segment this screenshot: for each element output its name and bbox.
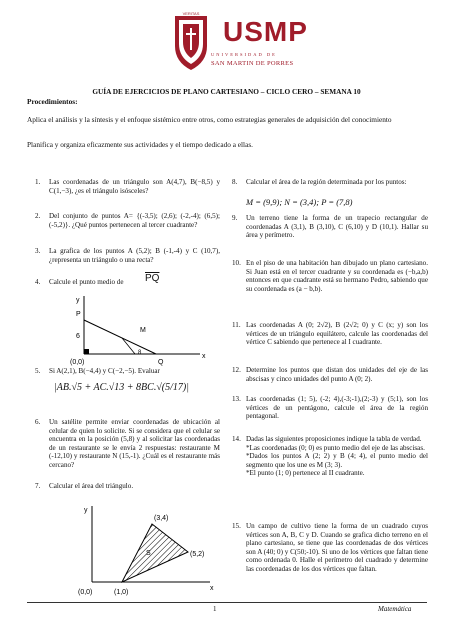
exercise-number: 1. [35,178,41,186]
procedimientos-label: Procedimientos: [27,97,78,106]
exercise-number: 3. [35,247,41,255]
y-axis-label: y [84,507,88,514]
exercise-text: Las coordenadas de un triángulo son A(4,7), B(−8,5) y C(1,−3), ¿es el triángulo isósceles? [49,178,220,195]
point-p-label: P [76,311,81,318]
shaded-triangle [122,524,188,582]
exercise-10 [232,259,428,311]
figure-exercise-7 [70,500,220,600]
university-logo [171,10,321,80]
exercise-2 [35,212,220,242]
exercise-1 [35,178,220,208]
page-number: 1 [213,605,217,613]
exercise-5 [35,367,220,379]
exercise-9 [232,214,428,248]
logo-text: USMP [223,16,308,47]
exercise-text: Determine los puntos que distan dos unidades del eje de las abscisas y cinco unidades del punto A (0; 2). [246,366,428,383]
origin-label: (0,0) [70,359,85,366]
point-m-label: M [140,327,146,334]
exercise-12 [232,366,428,386]
exercise-number: 12. [232,366,241,374]
footer-divider [27,602,427,603]
vertex-label-1-0: (1,0) [114,589,129,596]
exercise-number: 14. [232,435,241,443]
exercise-text: Calcular el área del triángulo. [49,482,134,490]
exercise-number: 2. [35,212,41,220]
logo-subtitle-2: SAN MARTIN DE PORRES [211,60,294,67]
vertex-label-5-2: (5,2) [190,551,205,558]
eight-label: 8 [138,350,142,356]
exercise-15 [232,522,428,602]
x-axis-label: x [202,353,206,360]
exercise-text: La grafica de los puntos A (5,2); B (-1,-4) y C (10,7), ¿representa un triángulo o una recta? [49,247,220,264]
exercise-8-points: M = (9,9); N = (3,4); P = (7,8) [246,197,353,207]
exercise-13 [232,395,428,425]
exercise-11 [232,321,428,355]
segment-m [122,338,135,354]
exercise-number: 15. [232,522,241,530]
crest-icon [171,10,211,72]
crest-motto: VERITAS [182,11,200,16]
exercise-text: Dadas las siguientes proposiciones indique la tabla de verdad. *Las coordenadas (0; 0) es punto medio del eje de las abscisas. *Dados los puntos A (2; 2) y B (4; 4), el punto medio del segmento que los une es M (3; 3). *El punto (1; 0) pertenece al II cuadrante. [246,435,428,478]
exercise-number: 9. [232,214,238,222]
page-title: GUÍA DE EJERCICIOS DE PLANO CARTESIANO – CICLO CERO – SEMANA 10 [92,87,361,96]
x-axis-label: x [210,585,214,592]
exercise-5-expression: |AB.√5 + AC.√13 + 8BC.√(5/17)| [54,382,189,393]
exercise-text: Calcular el área de la región determinada por los puntos: [246,178,407,186]
segment-label: $\overline{PQ}$ [145,273,160,284]
exercise-number: 7. [35,482,41,490]
exercise-text: Del conjunto de puntos A= {(-3,5); (2,6); (-2,-4); (6,5); (-5,2)}. ¿Qué puntos pertenecen al tercer cuadrante? [49,212,220,229]
logo-subtitle-1: UNIVERSIDAD DE [211,52,277,57]
segment-pq [84,320,156,354]
intro-paragraph-2: Planifica y organiza eficazmente sus actividades y el tiempo dedicado a ellas. [27,140,253,149]
exercise-text: Un satélite permite enviar coordenadas de ubicación al celular de quien lo solicite. Si se considera que el celular se encuentra en la posición (5,8) y al solicitar las coordenadas de un restaurante se le envía 2 respuestas: restaurante M (-12,10) y restaurante N (15,-1). ¿Cuál es el restaurante más cercano? [49,418,220,469]
exercise-number: 5. [35,367,41,375]
six-label: 6 [76,333,80,340]
exercise-text: En el piso de una habitación han dibujado un plano cartesiano. Si Juan está en el tercer cuadrante y su coordenada es (−b,a,b) entonces en que cuadrante está su hermano Pedro, sabiendo que su coordenada es (a − b,b). [246,259,428,293]
exercise-text: Las coordenadas A (0; 2√2), B (2√2; 0) y C (x; y) son los vértices de un triángulo equilátero, calcule las coordenadas del vértice C sabiendo que pertenece al I cuadrante. [246,321,428,347]
exercise-text: Calcule el punto medio de [49,278,124,286]
exercise-text: Si A(2,1), B(−4,4) y C(−2,−5). Evaluar [49,367,160,375]
area-label-s: S [146,550,151,557]
exercise-number: 4. [35,278,41,286]
exercise-text: Un terreno tiene la forma de un trapecio rectangular de coordenadas A (3,1), B (3,10), C (6,10) y D (10,1). Hallar su área y perímetro. [246,214,428,240]
exercise-4 [35,273,220,290]
intro-paragraph-1: Aplica el análisis y la síntesis y el enfoque sistémico entre otros, como estrategias generales de adquisición del conocimiento [27,115,392,124]
origin-label: (0,0) [78,589,93,596]
exercise-number: 6. [35,418,41,426]
vertex-label-3-4: (3,4) [154,515,169,522]
right-angle-marker [84,349,89,354]
exercise-number: 10. [232,259,241,267]
exercise-text: Las coordenadas (1; 5), (-2; 4),(-3;-1),(2;-3) y (5;1), son los vértices de un pentágono, calcule el área de la región pentagonal. [246,395,428,421]
y-axis-label: y [76,297,80,304]
exercise-text: Un campo de cultivo tiene la forma de un cuadrado cuyos vértices son A, B, C y D. Cuando se grafica dicho terreno en el plano cartesiano, se tiene que las coordenadas de dos vértices son A (40; 0) y C(50;-10). Si uno de los vértices que faltan tiene como ordenada 0. Halle el perímetro del cuadrado y determine las coordenadas de los dos vértices que faltan. [246,522,428,573]
figure-exercise-4 [60,292,210,370]
point-q-label: Q [158,359,164,366]
exercise-3 [35,247,220,269]
exercise-14 [232,435,428,517]
exercise-7 [35,482,220,494]
exercise-8 [232,178,428,198]
exercise-number: 13. [232,395,241,403]
exercise-number: 8. [232,178,238,186]
exercise-6 [35,418,220,469]
footer-subject: Matemática [378,605,412,613]
exercise-number: 11. [232,321,241,329]
